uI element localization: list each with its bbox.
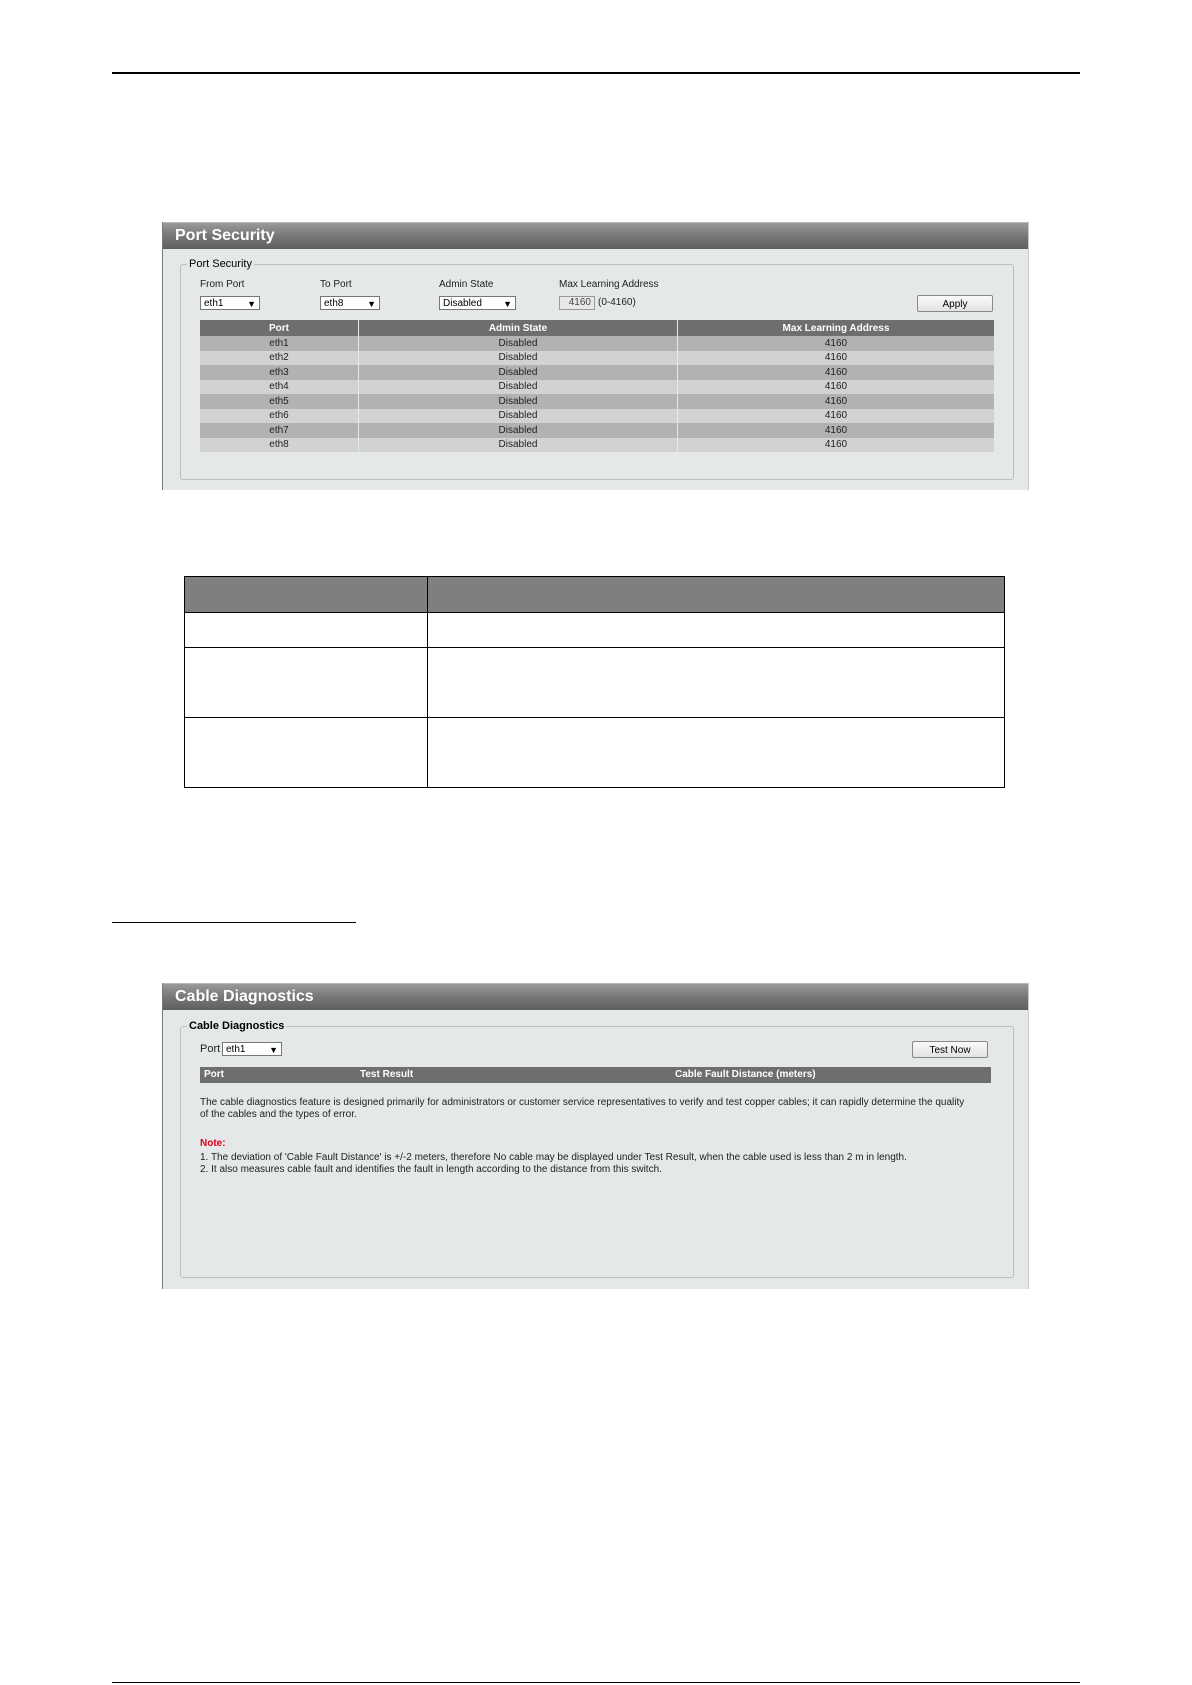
description-line-1: The cable diagnostics feature is designed primarily for administrators or customer service representatives to verify and test copper cables; it can rapidly determine the quality xyxy=(200,1097,965,1108)
note-item-1: 1. The deviation of 'Cable Fault Distance' is +/-2 meters, therefore No cable may be displayed under Test Result, when the cable used is less than 2 m in length. xyxy=(200,1152,907,1163)
column-header-port: Port xyxy=(204,1069,224,1080)
chevron-down-icon: ▼ xyxy=(269,1045,278,1055)
to-port-value: eth8 xyxy=(324,298,344,309)
description-line-2: of the cables and the types of error. xyxy=(200,1109,357,1120)
cable-diagnostics-header-bar xyxy=(200,1067,991,1083)
table-row xyxy=(200,380,994,395)
parameter-description-table xyxy=(184,576,1005,788)
table-row xyxy=(185,613,1005,648)
cell-max-learning: 4160 xyxy=(678,394,995,409)
description-table-header xyxy=(185,577,1005,613)
column-header-max-learning: Max Learning Address xyxy=(678,320,995,336)
cell-max-learning: 4160 xyxy=(678,351,995,366)
chevron-down-icon: ▼ xyxy=(503,299,512,309)
port-security-legend: Port Security xyxy=(189,258,252,270)
port-value: eth1 xyxy=(226,1044,246,1055)
cell-max-learning: 4160 xyxy=(678,380,995,395)
table-row xyxy=(200,365,994,380)
cell-port: eth5 xyxy=(200,394,359,409)
parameter-cell xyxy=(185,613,428,648)
to-port-label: To Port xyxy=(320,279,352,290)
cell-admin-state: Disabled xyxy=(359,423,678,438)
cell-admin-state: Disabled xyxy=(359,438,678,453)
table-row xyxy=(185,648,1005,718)
cell-max-learning: 4160 xyxy=(678,336,995,351)
cell-port: eth4 xyxy=(200,380,359,395)
description-cell xyxy=(428,648,1005,718)
admin-state-value: Disabled xyxy=(443,298,482,309)
table-row xyxy=(200,409,994,424)
cell-port: eth7 xyxy=(200,423,359,438)
to-port-select[interactable] xyxy=(320,296,380,310)
cell-admin-state: Disabled xyxy=(359,365,678,380)
cell-max-learning: 4160 xyxy=(678,423,995,438)
cell-admin-state: Disabled xyxy=(359,394,678,409)
admin-state-select[interactable] xyxy=(439,296,516,310)
apply-button[interactable]: Apply xyxy=(917,295,993,312)
table-row xyxy=(200,394,994,409)
description-cell xyxy=(428,613,1005,648)
note-label: Note: xyxy=(200,1138,226,1149)
from-port-select[interactable] xyxy=(200,296,260,310)
port-security-panel xyxy=(162,222,1029,490)
cable-diagnostics-legend: Cable Diagnostics xyxy=(189,1020,285,1032)
cell-port: eth2 xyxy=(200,351,359,366)
cell-max-learning: 4160 xyxy=(678,409,995,424)
column-header-test-result: Test Result xyxy=(360,1069,414,1080)
cable-diagnostics-panel xyxy=(162,983,1029,1289)
page-footer-rule xyxy=(112,1682,1080,1683)
cell-max-learning: 4160 xyxy=(678,365,995,380)
port-security-title: Port Security xyxy=(163,222,1028,249)
max-learning-range: (0-4160) xyxy=(598,297,636,308)
table-row xyxy=(200,423,994,438)
from-port-value: eth1 xyxy=(204,298,224,309)
cell-max-learning: 4160 xyxy=(678,438,995,453)
cell-admin-state: Disabled xyxy=(359,336,678,351)
port-security-table xyxy=(200,320,994,452)
cell-admin-state: Disabled xyxy=(359,409,678,424)
port-select[interactable] xyxy=(222,1042,282,1056)
cell-port: eth8 xyxy=(200,438,359,453)
parameter-cell xyxy=(185,718,428,788)
admin-state-label: Admin State xyxy=(439,279,494,290)
column-header-fault-distance: Cable Fault Distance (meters) xyxy=(675,1069,816,1080)
port-label: Port xyxy=(200,1043,221,1055)
chevron-down-icon: ▼ xyxy=(367,299,376,309)
port-security-fieldset xyxy=(180,258,1014,480)
description-cell xyxy=(428,718,1005,788)
table-header-row xyxy=(200,320,994,336)
max-learning-label: Max Learning Address xyxy=(559,279,659,290)
section-heading-underline xyxy=(112,922,356,923)
description-column-header xyxy=(428,577,1005,613)
cell-port: eth6 xyxy=(200,409,359,424)
chevron-down-icon: ▼ xyxy=(247,299,256,309)
parameter-cell xyxy=(185,648,428,718)
table-row xyxy=(200,336,994,351)
column-header-port: Port xyxy=(200,320,359,336)
note-item-2: 2. It also measures cable fault and identifies the fault in length according to the distance from this switch. xyxy=(200,1164,662,1175)
parameter-column-header xyxy=(185,577,428,613)
cable-diagnostics-title: Cable Diagnostics xyxy=(163,983,1028,1010)
cell-port: eth3 xyxy=(200,365,359,380)
test-now-button[interactable]: Test Now xyxy=(912,1041,988,1058)
table-row xyxy=(200,438,994,453)
table-row xyxy=(200,351,994,366)
max-learning-input[interactable]: 4160 xyxy=(559,296,595,310)
from-port-label: From Port xyxy=(200,279,245,290)
cell-port: eth1 xyxy=(200,336,359,351)
page-header-rule xyxy=(112,72,1080,74)
cell-admin-state: Disabled xyxy=(359,380,678,395)
table-row xyxy=(185,718,1005,788)
cable-diagnostics-fieldset xyxy=(180,1020,1014,1278)
column-header-admin-state: Admin State xyxy=(359,320,678,336)
cell-admin-state: Disabled xyxy=(359,351,678,366)
